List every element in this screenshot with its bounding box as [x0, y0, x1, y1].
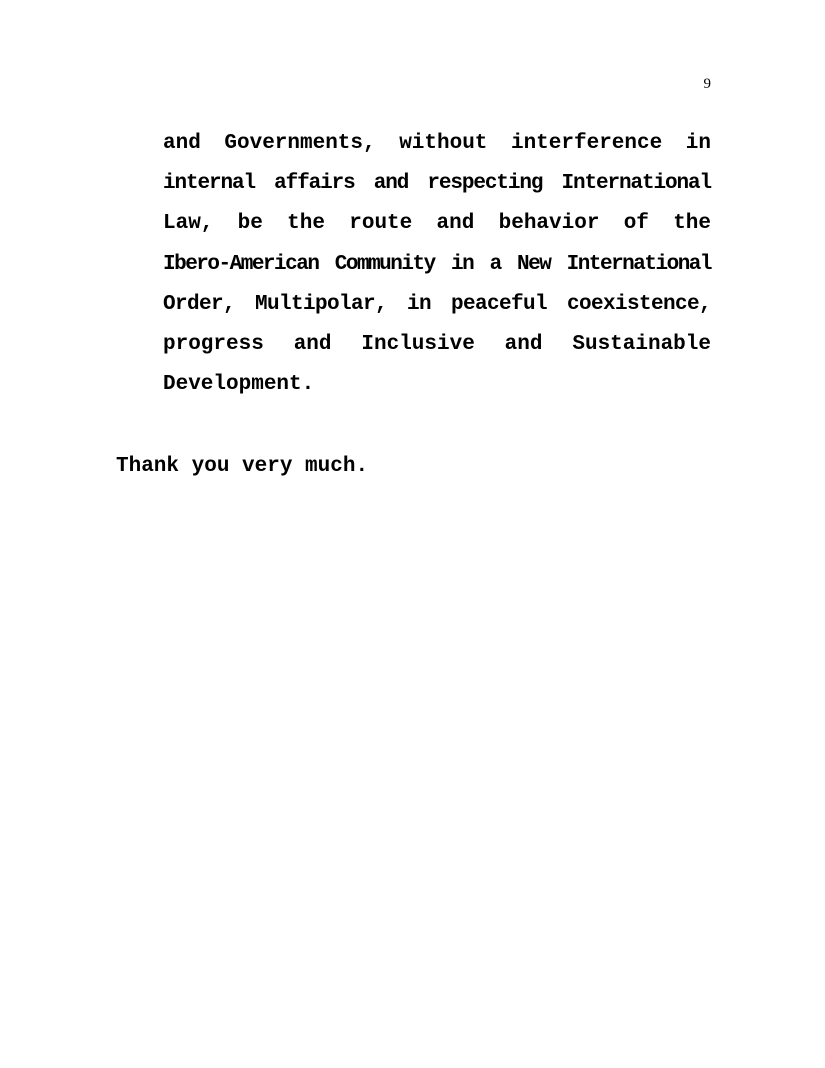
paragraph-line: Ibero-American Community in a New International [163, 252, 711, 276]
paragraph-line: progress and Inclusive and Sustainable [163, 333, 711, 357]
paragraph-line: Order, Multipolar, in peaceful coexistence, [163, 292, 711, 316]
closing-line: Thank you very much. [116, 455, 369, 478]
page-number: 9 [703, 76, 711, 92]
body-paragraph [163, 124, 711, 405]
paragraph-line: and Governments, without interference in [163, 132, 711, 155]
paragraph-line: Law, be the route and behavior of the [163, 212, 711, 236]
paragraph-line: internal affairs and respecting International [163, 172, 711, 196]
paragraph-line: Development. [163, 373, 315, 397]
